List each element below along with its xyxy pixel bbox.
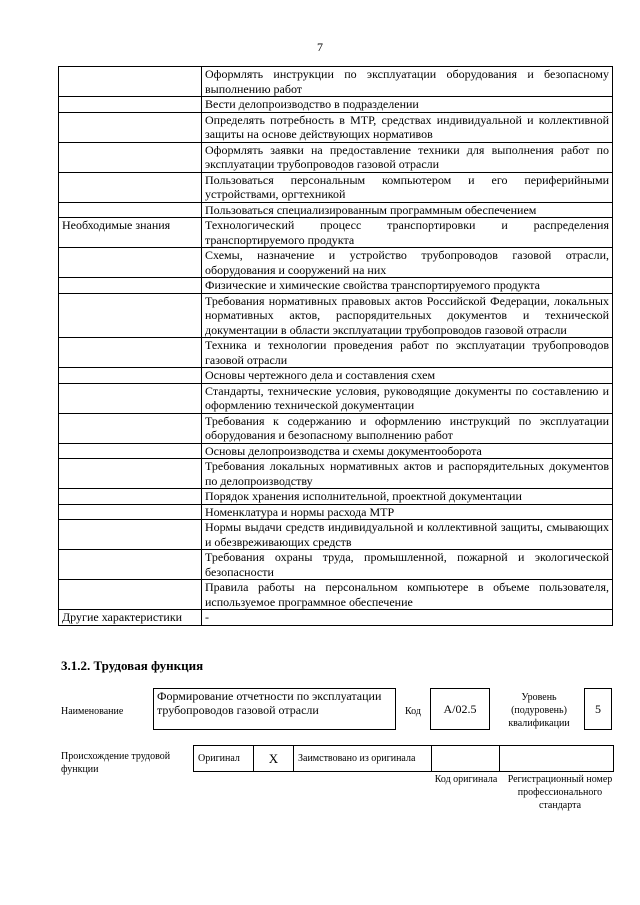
row-text: Стандарты, технические условия, руководящие документы по составлению и оформлению технической документации bbox=[202, 383, 613, 413]
row-text: Правила работы на персональном компьютере в объеме пользователя, используемое программное обеспечение bbox=[202, 580, 613, 610]
table-row bbox=[59, 383, 613, 413]
row-text: Пользоваться персональным компьютером и его периферийными устройствами, оргтехникой bbox=[202, 172, 613, 202]
row-category bbox=[59, 278, 202, 294]
table-row bbox=[59, 520, 613, 550]
caption-code: Код оригинала bbox=[434, 774, 498, 785]
row-category bbox=[59, 383, 202, 413]
table-row bbox=[59, 202, 613, 218]
row-category bbox=[59, 248, 202, 278]
row-text: Порядок хранения исполнительной, проектной документации bbox=[202, 489, 613, 505]
row-category bbox=[59, 67, 202, 97]
table-row bbox=[59, 338, 613, 368]
row-text: Требования нормативных правовых актов Российской Федерации, локальных нормативных актов, распорядительных документов и технической документации в области эксплуатации трубопроводов газовой отрасли bbox=[202, 293, 613, 338]
row-text: Физические и химические свойства транспортируемого продукта bbox=[202, 278, 613, 294]
row-category bbox=[59, 413, 202, 443]
level-label: Уровень (подуровень) квалификации bbox=[508, 692, 570, 729]
row-category bbox=[59, 293, 202, 338]
table-row bbox=[59, 218, 613, 248]
level-value: 5 bbox=[584, 688, 612, 730]
name-label: Наименование bbox=[61, 706, 124, 717]
section-title: 3.1.2. Трудовая функция bbox=[61, 658, 204, 673]
table-row bbox=[59, 248, 613, 278]
row-category: Необходимые знания bbox=[59, 218, 202, 248]
row-text: Определять потребность в МТР, средствах индивидуальной и коллективной защиты на основе действующих нормативов bbox=[202, 112, 613, 142]
table-row bbox=[59, 580, 613, 610]
row-category bbox=[59, 550, 202, 580]
row-category bbox=[59, 368, 202, 384]
caption-reg: Регистрационный номер профессионального стандарта bbox=[507, 774, 613, 811]
row-category bbox=[59, 459, 202, 489]
row-text: Нормы выдачи средств индивидуальной и коллективной защиты, смывающих и обезвреживающих средств bbox=[202, 520, 613, 550]
table-row bbox=[59, 293, 613, 338]
row-text: Требования охраны труда, промышленной, пожарной и экологической безопасности bbox=[202, 550, 613, 580]
row-text: Пользоваться специализированным программным обеспечением bbox=[202, 202, 613, 218]
origin-code-cell bbox=[432, 746, 500, 772]
table-row bbox=[59, 172, 613, 202]
table-row bbox=[59, 278, 613, 294]
row-category bbox=[59, 172, 202, 202]
row-text: - bbox=[202, 610, 613, 626]
origin-label: Происхождение трудовой функции bbox=[61, 751, 171, 775]
page-number: 7 bbox=[317, 40, 323, 54]
table-row bbox=[59, 413, 613, 443]
row-text: Схемы, назначение и устройство трубопроводов газовой отрасли, оборудования и сооружений на них bbox=[202, 248, 613, 278]
table-row bbox=[59, 368, 613, 384]
original-label: Оригинал bbox=[194, 746, 254, 772]
row-text: Требования к содержанию и оформлению инструкций по эксплуатации оборудования и безопасному выполнению работ bbox=[202, 413, 613, 443]
row-category bbox=[59, 489, 202, 505]
row-category bbox=[59, 443, 202, 459]
row-category bbox=[59, 338, 202, 368]
origin-table bbox=[193, 745, 614, 772]
original-mark: X bbox=[254, 746, 294, 772]
borrowed-label: Заимствовано из оригинала bbox=[294, 746, 432, 772]
row-category bbox=[59, 520, 202, 550]
row-text: Оформлять заявки на предоставление техники для выполнения работ по эксплуатации трубопроводов газовой отрасли bbox=[202, 142, 613, 172]
table-row bbox=[59, 112, 613, 142]
code-label: Код bbox=[405, 706, 421, 717]
row-text: Требования локальных нормативных актов и распорядительных документов по делопроизводству bbox=[202, 459, 613, 489]
row-category: Другие характеристики bbox=[59, 610, 202, 626]
row-category bbox=[59, 202, 202, 218]
row-text: Техника и технологии проведения работ по эксплуатации трубопроводов газовой отрасли bbox=[202, 338, 613, 368]
row-text: Технологический процесс транспортировки и распределения транспортируемого продукта bbox=[202, 218, 613, 248]
row-category bbox=[59, 112, 202, 142]
row-text: Оформлять инструкции по эксплуатации оборудования и безопасному выполнению работ bbox=[202, 67, 613, 97]
table-row bbox=[59, 550, 613, 580]
table-row bbox=[59, 142, 613, 172]
table-row bbox=[59, 67, 613, 97]
knowledge-table bbox=[58, 66, 613, 626]
table-row bbox=[59, 459, 613, 489]
row-text: Основы делопроизводства и схемы документооборота bbox=[202, 443, 613, 459]
row-text: Номенклатура и нормы расхода МТР bbox=[202, 504, 613, 520]
table-row bbox=[59, 97, 613, 113]
name-value: Формирование отчетности по эксплуатации трубопроводов газовой отрасли bbox=[153, 688, 396, 730]
row-category bbox=[59, 504, 202, 520]
origin-reg-cell bbox=[500, 746, 614, 772]
row-category bbox=[59, 97, 202, 113]
table-row bbox=[59, 610, 613, 626]
row-category bbox=[59, 580, 202, 610]
row-text: Основы чертежного дела и составления схем bbox=[202, 368, 613, 384]
row-category bbox=[59, 142, 202, 172]
table-row bbox=[59, 504, 613, 520]
code-value: A/02.5 bbox=[430, 688, 490, 730]
row-text: Вести делопроизводство в подразделении bbox=[202, 97, 613, 113]
table-row bbox=[59, 489, 613, 505]
table-row bbox=[59, 443, 613, 459]
